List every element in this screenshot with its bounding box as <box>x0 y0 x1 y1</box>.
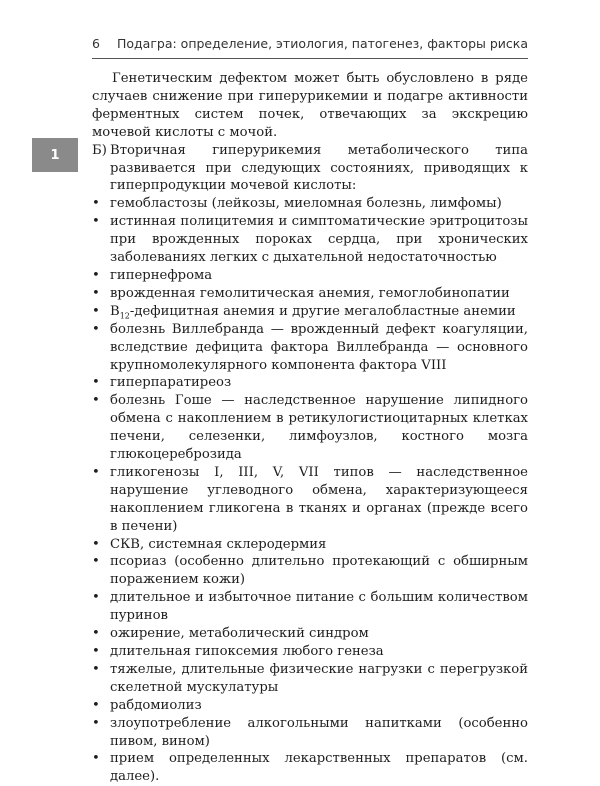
list-item <box>92 285 528 303</box>
list-item <box>92 321 528 375</box>
page-body <box>92 70 528 786</box>
list-item <box>92 213 528 267</box>
running-header <box>92 36 528 51</box>
bullet-icon: • <box>92 375 100 391</box>
list-item <box>92 661 528 697</box>
list-item <box>92 392 528 464</box>
bullet-icon: • <box>92 393 100 409</box>
list-item-text: врожденная гемолитическая анемия, гемоглобинопатии <box>110 285 510 301</box>
list-item <box>92 625 528 643</box>
list-item-text: гиперпаратиреоз <box>110 375 232 391</box>
list-item-text: истинная полицитемия и симптоматические эритроцитозы при врожденных пороках сердца, при хронических заболеваниях легких с дыхательной недостаточностью <box>110 214 528 266</box>
list-item <box>92 464 528 536</box>
list-item-text: псориаз (особенно длительно протекающий с обширным поражением кожи) <box>110 554 528 588</box>
list-item <box>92 195 528 213</box>
list-item-text: гликогенозы I, III, V, VII типов — наследственное нарушение углеводного обмена, характеризующееся накоплением гликогена в тканях и органах (прежде всего в печени) <box>110 464 528 534</box>
list-item-text: гипернефрома <box>110 267 213 283</box>
list-item-text: болезнь Виллебранда — врожденный дефект коагуляции, вследствие дефицита фактора Виллебранда — основного крупномолекулярного компонента фактора VIII <box>110 321 528 373</box>
bullet-icon: • <box>92 626 100 642</box>
list-item-text: длительное и избыточное питание с большим количеством пуринов <box>110 590 528 624</box>
list-item-text: СКВ, системная склеродермия <box>110 536 327 552</box>
b12-subscript: 12 <box>119 311 130 321</box>
bullet-icon: • <box>92 554 100 570</box>
bullet-icon: • <box>92 196 100 212</box>
bullet-icon: • <box>92 715 100 731</box>
list-item-text: гемобластозы (лейкозы, миеломная болезнь, лимфомы) <box>110 196 502 212</box>
section-b-label: Б) <box>92 142 107 158</box>
list-item-text: прием определенных лекарственных препаратов (см. далее). <box>110 751 528 785</box>
list-item <box>92 715 528 751</box>
section-b-text: Вторичная гиперурикемия метаболического типа развивается при следующих состояниях, приводящих к гиперпродукции мочевой кислоты: <box>110 142 528 194</box>
list-item-text: рабдомиолиз <box>110 697 202 713</box>
bullet-icon: • <box>92 536 100 552</box>
section-b-paragraph <box>92 142 528 196</box>
bullet-icon: • <box>92 267 100 283</box>
list-item-text: злоупотребление алкогольными напитками (особенно пивом, вином) <box>110 715 528 749</box>
bullet-icon: • <box>92 303 100 319</box>
list-item <box>92 536 528 554</box>
list-item-text: ожирение, метаболический синдром <box>110 626 369 642</box>
bullet-icon: • <box>92 751 100 767</box>
list-item <box>92 750 528 786</box>
header-divider <box>92 58 528 59</box>
list-item-text: тяжелые, длительные физические нагрузки с перегрузкой скелетной мускулатуры <box>110 661 528 695</box>
running-title: Подагра: определение, этиология, патогенез, факторы риска <box>116 36 528 51</box>
list-item <box>92 267 528 285</box>
bullet-icon: • <box>92 464 100 480</box>
bullet-icon: • <box>92 590 100 606</box>
conditions-list <box>92 195 528 786</box>
bullet-icon: • <box>92 214 100 230</box>
chapter-tab: 1 <box>32 138 78 172</box>
bullet-icon: • <box>92 285 100 301</box>
b12-rest: -дефицитная анемия и другие мегалобластные анемии <box>129 303 516 319</box>
list-item-b12 <box>92 303 528 321</box>
list-item <box>92 553 528 589</box>
bullet-icon: • <box>92 661 100 677</box>
list-item <box>92 643 528 661</box>
b12-prefix: B <box>110 303 120 319</box>
bullet-icon: • <box>92 697 100 713</box>
list-item <box>92 697 528 715</box>
list-item-text: длительная гипоксемия любого генеза <box>110 644 384 659</box>
list-item <box>92 589 528 625</box>
bullet-icon: • <box>92 321 100 337</box>
bullet-icon: • <box>92 644 100 659</box>
intro-paragraph: Генетическим дефектом может быть обусловлено в ряде случаев снижение при гиперурикемии и подагре активности ферментных систем почек, отвечающих за экскрецию мочевой кислоты с мочой. <box>92 71 528 140</box>
list-item <box>92 374 528 392</box>
page-number: 6 <box>92 36 100 51</box>
list-item-text: болезнь Гоше — наследственное нарушение липидного обмена с накоплением в ретикулогистиоцитарных клетках печени, селезенки, лимфоузлов, костного мозга глюкоцереброзида <box>110 393 528 463</box>
